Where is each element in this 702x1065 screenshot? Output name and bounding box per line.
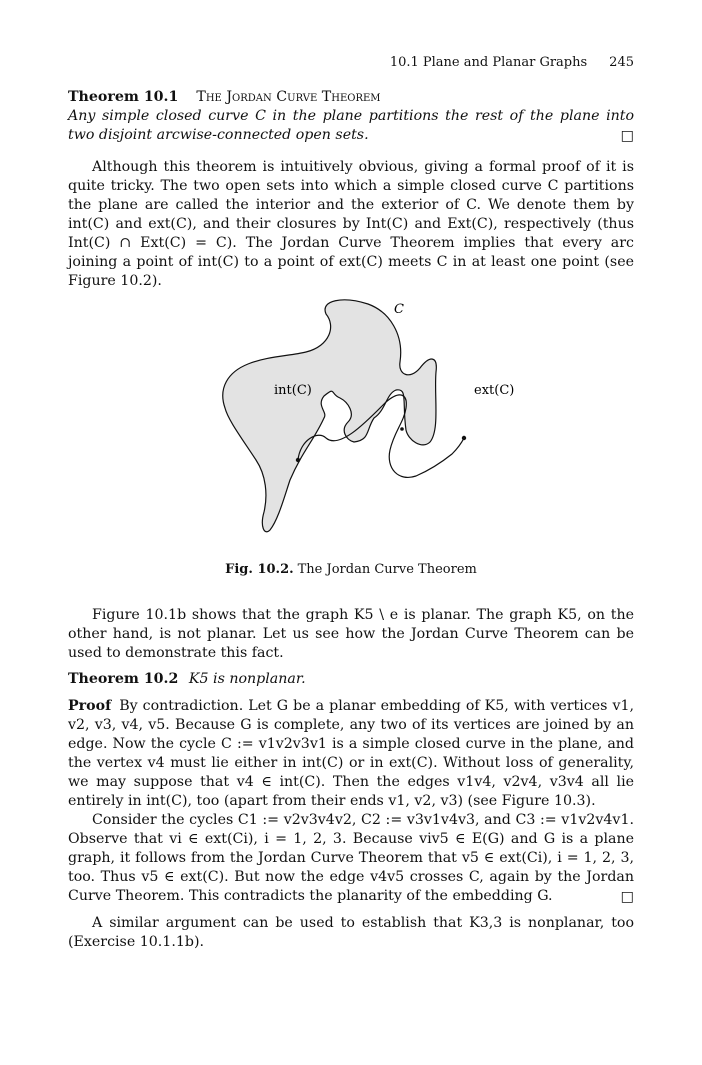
label-ext: ext(C) (474, 383, 515, 398)
caption-label: Fig. 10.2. (225, 562, 294, 577)
crossing-point (400, 427, 404, 431)
section-title: 10.1 Plane and Planar Graphs (389, 55, 588, 70)
point-int (296, 458, 300, 462)
proof-text-2: Consider the cycles C1 := v2v3v4v2, C2 := v3v1v4v3, and C3 := v1v2v4v1. Observe that vi ∈ ext(Ci), i = 1, 2, 3. Because viv5 ∈ E(G) and G is a plane graph, it follows from the Jordan Curve Theorem that v5 ∈ ext(Ci), i = 1, 2, 3, too. Thus v5 ∈ ext(C). But now the edge v4v5 crosses C, again by the Jordan Curve Theorem. This contradicts the planarity of the embedding G. (68, 812, 634, 904)
theorem-10-2 (68, 670, 634, 689)
running-head (390, 53, 634, 72)
paragraph-intro (68, 158, 634, 291)
figure-10-2 (68, 290, 634, 550)
theorem-label: Theorem 10.1 (68, 89, 179, 105)
paragraph-text: Although this theorem is intuitively obvious, giving a formal proof of it is quite tricky. The two open sets into which a simple closed curve C partitions the plane are called the interior and the exterior of C. We denote them by int(C) and ext(C), and their closures by Int(C) and Ext(C), respectively (thus Int(C) ∩ Ext(C) = C). The Jordan Curve Theorem implies that every arc joining a point of int(C) to a point of ext(C) meets C in at least one point (see Figure 10.2). (68, 159, 634, 289)
paragraph-k5 (68, 606, 634, 663)
point-ext (462, 436, 466, 440)
theorem-label: Theorem 10.2 (68, 671, 179, 687)
theorem-statement-text: Any simple closed curve C in the plane partitions the rest of the plane into two disjoint arcwise-connected open sets. (68, 108, 634, 143)
paragraph-text: Figure 10.1b shows that the graph K5 \ e is planar. The graph K5, on the other hand, is not planar. Let us see how the Jordan Curve Theorem can be used to demonstrate this fact. (68, 607, 634, 661)
proof (68, 697, 634, 907)
caption-text: The Jordan Curve Theorem (297, 562, 477, 577)
arc-int-to-ext (298, 395, 464, 478)
figure-caption (68, 560, 634, 579)
paragraph-k33 (68, 914, 634, 952)
label-c: C (394, 302, 404, 317)
theorem-statement (68, 107, 634, 145)
proof-label: Proof (68, 698, 112, 714)
proof-text-1: By contradiction. Let G be a planar embedding of K5, with vertices v1, v2, v3, v4, v5. Because G is complete, any two of its vertices are joined by an edge. Now the cycle C := v1v2v3v1 is a simple closed curve in the plane, and the vertex v4 must lie either in int(C) or in ext(C). Without loss of generality, we may suppose that v4 ∈ int(C). Then the edges v1v4, v2v4, v3v4 all lie entirely in int(C), too (apart from their ends v1, v2, v3) (see Figure 10.3). (68, 698, 634, 809)
theorem-name: The Jordan Curve Theorem (196, 89, 381, 105)
theorem-statement: K5 is nonplanar. (188, 671, 306, 687)
qed-symbol: □ (620, 889, 634, 905)
paragraph-text: A similar argument can be used to establish that K3,3 is nonplanar, too (Exercise 10.1.1b). (68, 915, 634, 950)
qed-symbol: □ (620, 128, 634, 144)
page-number: 245 (609, 55, 634, 70)
jordan-curve-figure (68, 290, 634, 550)
theorem-10-1 (68, 88, 634, 146)
label-int: int(C) (274, 383, 312, 398)
